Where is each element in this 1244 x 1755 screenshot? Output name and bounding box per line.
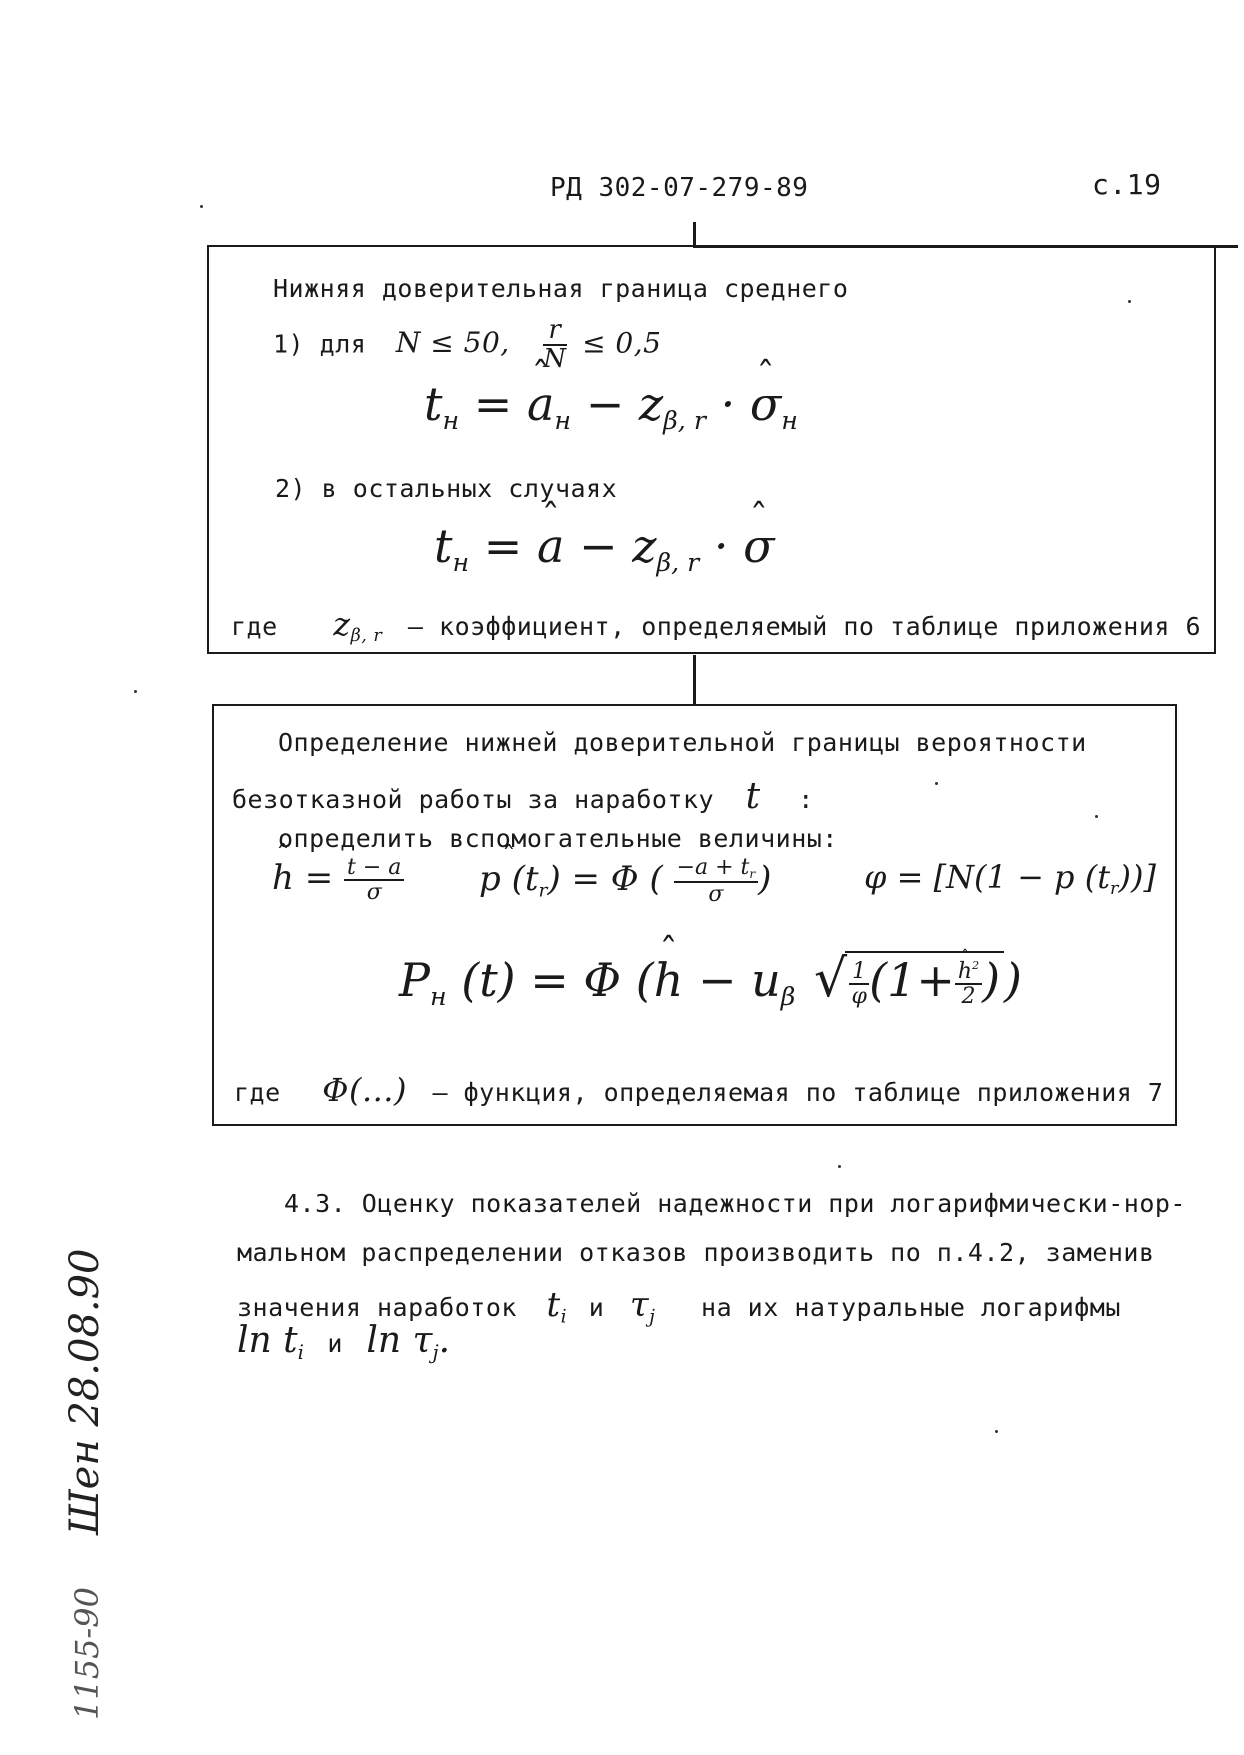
section-4-3-line2: мальном распределении отказов производить по п.4.2, заменив [237, 1238, 1155, 1267]
formula1-t: t [424, 377, 443, 431]
box1-where-symbol: $z_{\beta, r}$ [333, 605, 383, 647]
case1-text: для [319, 329, 367, 359]
case2-number: 2) [275, 474, 307, 503]
formula1-sigma-sub: н [781, 405, 798, 435]
formula2-a-hat [537, 519, 564, 573]
speck [838, 1165, 841, 1168]
speck [935, 782, 938, 785]
main-u-sub: β [780, 981, 796, 1011]
lower-bound-mean-box [207, 245, 1216, 654]
formula1-a: a [526, 377, 555, 431]
main-final-close: ) [1004, 953, 1022, 1007]
formula1-z: z [638, 377, 664, 431]
main-h-hat: ˆ h [654, 953, 684, 1007]
aux-phi: φ = [N(1 − p $(t_r)$)] [864, 858, 1156, 900]
speck [995, 1430, 998, 1433]
main-one-over-phi: $\frac{1}{\varphi}$ [849, 960, 869, 1008]
aux-h-fraction [344, 856, 404, 904]
formula2-sigma: σ [743, 519, 775, 573]
formula1-minus: − [585, 377, 625, 431]
aux-h-den: σ [366, 880, 382, 906]
box2-line1: Определение нижней доверительной границы вероятности [278, 728, 1087, 757]
aux-h: ˆ h = $\frac{t - a}{\sigma}$ [272, 856, 404, 904]
line3-and: и [588, 1293, 605, 1322]
box2-where-label: где [234, 1078, 281, 1107]
formula-2: $t_н$ = ˆ $a - z_{\beta, r}$ · ˆ σ [434, 519, 775, 577]
box2-line3: определить вспомогательные величины: [278, 824, 838, 853]
formula-1: $t_н$ = ˆ $a_н - z_{\beta, r}$ · ˆ $\sigma_н$ [424, 377, 798, 435]
box1-where-line [231, 605, 1201, 646]
aux-p-hat: ˆ p (t [479, 859, 539, 899]
box2-line2 [232, 776, 814, 817]
line4-ln-tau: ln τ [366, 1320, 433, 1361]
reliability-probability-box [212, 704, 1177, 1126]
aux-h-hat: ˆ h [272, 858, 294, 898]
main-sqrt-body [845, 951, 1004, 1008]
main-P-sub: н [429, 981, 447, 1011]
speck [1095, 815, 1098, 818]
box1-title: Нижняя доверительная граница среднего [273, 274, 849, 303]
line3-tau: $\tau_j$ [629, 1285, 656, 1328]
box2-line2-colon: : [798, 785, 814, 814]
aux-p-num: $-a + t_r$ [674, 856, 759, 883]
aux-p-fraction [674, 856, 759, 906]
section-4-3-line4: $\ln t_i$ и $\ln \tau_j$. [237, 1320, 451, 1364]
formula2-z: z [632, 519, 657, 573]
main-paren-open: (1+ [869, 953, 955, 1007]
formula2-t-sub: н [452, 547, 470, 577]
page-number: с.19 [1092, 168, 1162, 201]
line3-text-a: значения наработок [237, 1293, 517, 1322]
aux-p-den: σ [708, 881, 724, 907]
section-4-3-line1: 4.3. Оценку показателей надежности при логарифмически-нор- [284, 1189, 1186, 1218]
case1-condition2: ≤ 0,5 [582, 326, 662, 360]
formula1-sigma-hat [750, 377, 781, 431]
box2-line2-symbol: t [745, 776, 761, 817]
case1-fraction-den: N [543, 344, 567, 375]
line3-t: $t_i$ [546, 1285, 568, 1328]
box1-where-label: где [231, 612, 278, 641]
case2-text: в остальных случаях [321, 474, 618, 503]
box2-where-line [234, 1071, 1163, 1109]
speck [200, 205, 203, 208]
formula1-a-hat [527, 377, 554, 431]
formula2-a: a [536, 519, 565, 573]
case1-fraction-num: r [543, 317, 566, 346]
aux-h-num: t − a [344, 856, 404, 881]
box2-line2-text: безотказной работы за наработку [232, 785, 715, 814]
document-code: РД 302-07-279-89 [550, 173, 809, 203]
formula2-minus: − [579, 519, 618, 573]
margin-signature-date: Шен 28.08.90 [62, 1248, 108, 1535]
connector-top [693, 222, 696, 246]
formula1-z-sub: β, r [663, 405, 706, 435]
formula1-sigma: σ [749, 377, 782, 431]
main-P: P [399, 953, 430, 1007]
formula1-a-sub: н [554, 405, 572, 435]
box2-where-symbol: Φ(...) [322, 1071, 407, 1109]
speck [134, 690, 137, 693]
formula2-dot: · [713, 519, 729, 573]
formula2-t: t [434, 519, 453, 573]
main-formula [399, 949, 1022, 1011]
main-paren-close: ) [982, 953, 1001, 1007]
margin-registration-number: 1155-90 [68, 1587, 106, 1720]
main-minus-u: − u [683, 953, 781, 1007]
formula2-z-sub: β, r [656, 547, 700, 577]
formula2-sigma-hat [743, 519, 774, 573]
case2-line [275, 474, 617, 503]
aux-p: ˆ p $(t_r) = \Phi$ ( $\frac{-a + t_r}{\sigma}$ ) [479, 856, 771, 906]
case1-number: 1) [273, 329, 305, 359]
line3-text-b: на их натуральные логарифмы [701, 1293, 1121, 1322]
formula1-t-sub: н [442, 405, 460, 435]
aux-p-close: ) [758, 859, 772, 900]
case1-line [273, 317, 661, 374]
radical-sign: √ [814, 949, 848, 1009]
formula1-dot: · [720, 377, 736, 431]
speck [1128, 300, 1131, 303]
connector-middle [693, 655, 696, 705]
line4-period: . [438, 1320, 451, 1361]
box2-where-text: – функция, определяемая по таблице приложения 7 [432, 1078, 1164, 1107]
line4-ln-t: ln t [237, 1320, 298, 1361]
case1-condition: N ≤ 50, [395, 326, 510, 360]
main-arg: (t) = Φ ( [461, 953, 654, 1007]
main-h2-fraction: ˆ $\frac{h^2}{2}$ [955, 960, 982, 1008]
line4-and: и [327, 1329, 343, 1358]
box1-where-text: – коэффициент, определяемый по таблице приложения 6 [407, 612, 1202, 641]
